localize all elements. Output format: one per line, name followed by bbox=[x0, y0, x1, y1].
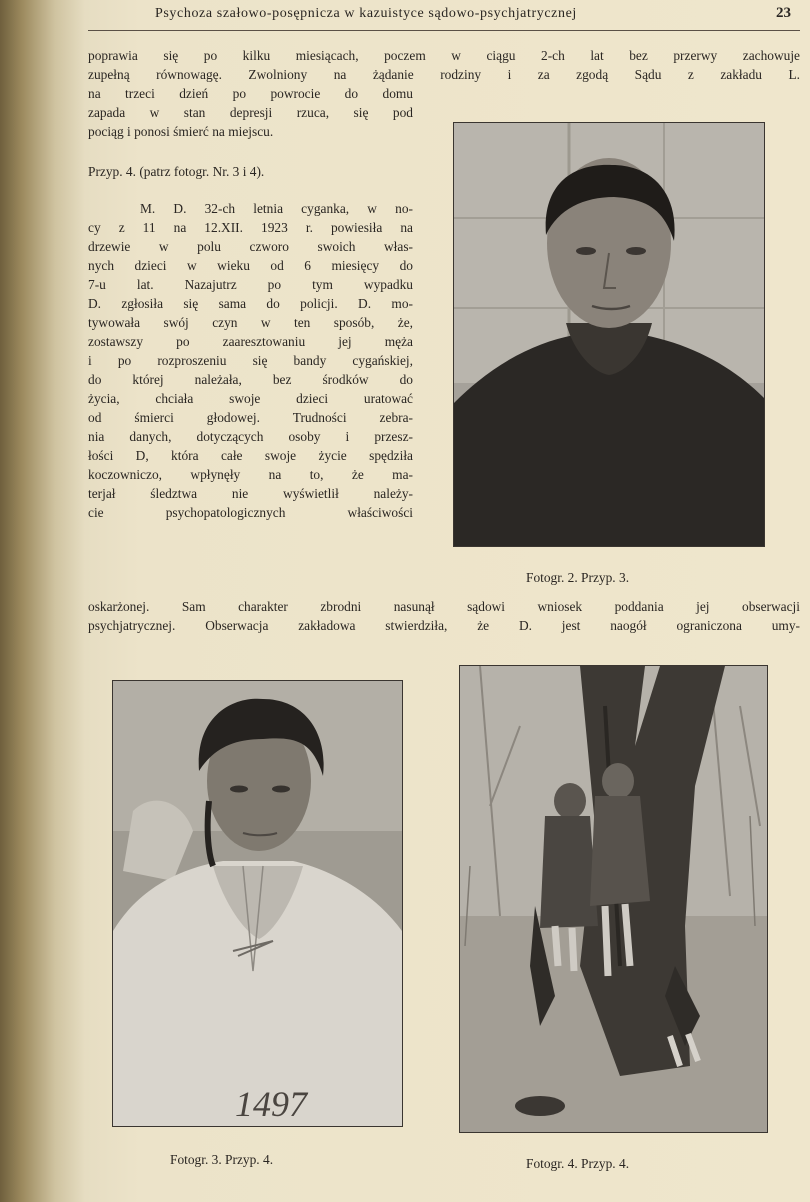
text-line: tywowała swój czyn w ten sposób, że, bbox=[88, 315, 413, 330]
intro-paragraph bbox=[88, 46, 800, 84]
text-line: nych dzieci w wieku od 6 miesięcy do bbox=[88, 258, 413, 273]
text-line: 7-u lat. Nazajutrz po tym wypadku bbox=[88, 277, 413, 292]
tree-scene-image bbox=[460, 666, 767, 1132]
closing-paragraph bbox=[88, 597, 800, 635]
photo-4-caption: Fotogr. 4. Przyp. 4. bbox=[526, 1156, 630, 1171]
portrait-man-image bbox=[454, 123, 764, 546]
text-line: D. zgłosiła się sama do policji. D. mo- bbox=[88, 296, 413, 311]
text-line: pociąg i ponosi śmierć na miejscu. bbox=[88, 124, 274, 139]
photo-3-caption: Fotogr. 3. Przyp. 4. bbox=[170, 1152, 274, 1167]
text-line: zapada w stan depresji rzuca, się pod bbox=[88, 105, 413, 120]
text-line: zupełną równowagę. Zwolniony na żądanie rodziny i za zgodą Sądu z zakładu L. bbox=[88, 67, 800, 82]
text-line: cy z 11 na 12.XII. 1923 r. powiesiła na bbox=[88, 220, 413, 235]
text-line: życia, chciała swoje dzieci uratować bbox=[88, 391, 413, 406]
text-line: nia danych, dotyczących osoby i przesz- bbox=[88, 429, 413, 444]
text-line: drzewie w polu czworo swoich włas- bbox=[88, 239, 413, 254]
running-header: Psychoza szałowo-posępnicza w kazuistyce sądowo-psychjatrycznej bbox=[155, 6, 577, 21]
text-line: na trzeci dzień po powrocie do domu bbox=[88, 86, 413, 101]
photo-3-portrait-woman bbox=[112, 680, 403, 1127]
photo-3-inscription: 1497 bbox=[235, 1084, 307, 1124]
case-heading: Przyp. 4. (patrz fotogr. Nr. 3 i 4). bbox=[88, 164, 265, 179]
text-line: od śmierci głodowej. Trudności zebra- bbox=[88, 410, 413, 425]
header-rule bbox=[88, 30, 800, 31]
text-line: do której należała, bez środków do bbox=[88, 372, 413, 387]
text-line: zostawszy po zaaresztowaniu jej męża bbox=[88, 334, 413, 349]
text-line: oskarżonej. Sam charakter zbrodni nasunął sądowi wniosek poddania jej obserwacji bbox=[88, 599, 800, 614]
photo-2-portrait-man bbox=[453, 122, 765, 547]
text-line: terjał śledztwa nie wyświetlił należy- bbox=[88, 486, 413, 501]
text-line: łości D, która całe swoje życie spędziła bbox=[88, 448, 413, 463]
text-line: psychjatrycznej. Obserwacja zakładowa stwierdziła, że D. jest naogół ograniczona umy- bbox=[88, 618, 800, 633]
text-line: koczowniczo, wpłynęły na to, że ma- bbox=[88, 467, 413, 482]
case-paragraph bbox=[88, 199, 413, 522]
text-line: i po rozproszeniu się bandy cygańskiej, bbox=[88, 353, 413, 368]
text-line: poprawia się po kilku miesiącach, poczem w ciągu 2-ch lat bez przerwy zachowuje bbox=[88, 48, 800, 63]
page-number: 23 bbox=[776, 5, 791, 21]
photo-2-caption: Fotogr. 2. Przyp. 3. bbox=[526, 570, 630, 585]
text-line: cie psychopatologicznych właściwości bbox=[88, 505, 413, 520]
portrait-woman-image bbox=[113, 681, 402, 1126]
photo-4-tree-scene bbox=[459, 665, 768, 1133]
text-line: M. D. 32-ch letnia cyganka, w no- bbox=[140, 201, 413, 216]
column-paragraph-1 bbox=[88, 84, 413, 141]
